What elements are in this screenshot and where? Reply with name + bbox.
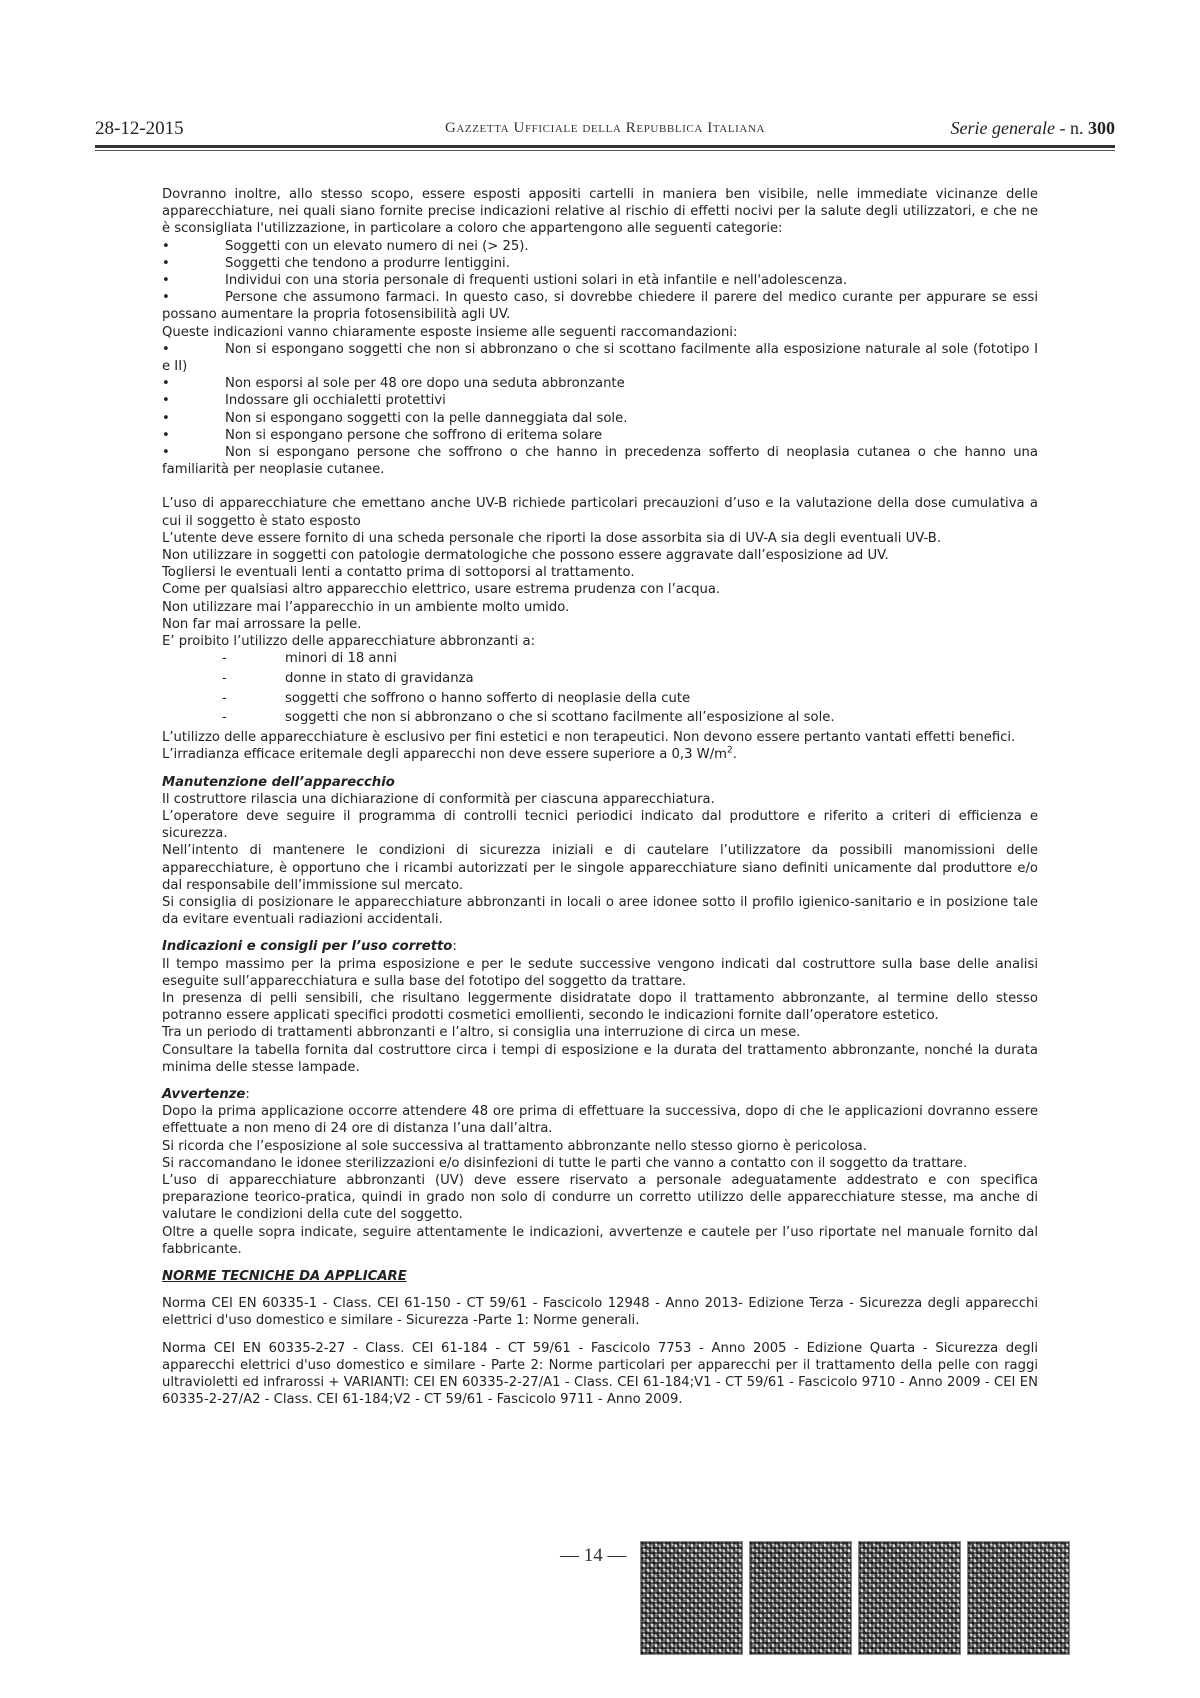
barcode-strip [640, 1541, 1070, 1655]
spacer [162, 1330, 1038, 1340]
aesthetic-note: L’utilizzo delle apparecchiature è esclusivo per fini estetici e non terapeutici. Non devono essere pertanto vantati effetti benefici. [162, 730, 1016, 746]
spacer [162, 478, 1038, 495]
warnings-heading: Avvertenze [162, 1086, 246, 1102]
recommendation-item: • Indossare gli occhialetti protettivi [162, 393, 446, 409]
bullet-icon: • [162, 427, 170, 443]
warning-line: L’uso di apparecchiature abbronzanti (UV) deve essere riservato a personale adeguatamente addestrato e con specifica preparazione teorico-pratica, quindi in grado non solo di condurre un corretto utilizzo delle apparecchiature stesse, ma anche di valutare le condizioni della cute del soggetto. [162, 1172, 1038, 1223]
uv-line: E’ proibito l’utilizzo delle apparecchiature abbronzanti a: [162, 634, 536, 650]
dash-icon: - [222, 690, 227, 706]
spacer [162, 928, 1038, 938]
dash-icon: - [222, 651, 227, 667]
prohibited-item: - minori di 18 anni [222, 651, 397, 667]
uv-line: Non utilizzare in soggetti con patologie dermatologiche che possono essere aggravate dall’esposizione ad UV. [162, 548, 889, 564]
gazette-title: Gazzetta Ufficiale della Repubblica Italiana [444, 120, 766, 136]
uv-line: Non utilizzare mai l’apparecchio in un ambiente molto umido. [162, 599, 570, 615]
maintenance-line: L’operatore deve seguire il programma di controlli tecnici periodici indicato dal produttore e riferito a criteri di efficienza e sicurezza. [162, 808, 1038, 842]
series-number: 300 [1088, 118, 1115, 138]
recommendation-item: • Non si espongano soggetti che non si abbronzano o che si scottano facilmente alla esposizione naturale al sole (fototipo I e II) [162, 341, 1038, 375]
prohibited-item: - soggetti che soffrono o hanno sofferto di neoplasie della cute [222, 690, 691, 706]
uv-line: Togliersi le eventuali lenti a contatto prima di sottoporsi al trattamento. [162, 565, 635, 581]
bullet-icon: • [162, 341, 170, 357]
bullet-icon: • [162, 273, 170, 289]
bullet-icon: • [162, 410, 170, 426]
intro-paragraph: Dovranno inoltre, allo stesso scopo, essere esposti appositi cartelli in maniera ben visibile, nelle immediate vicinanze delle apparecchiature, nei quali siano fornite precise indicazioni relative al rischio di effetti nocivi per la salute degli utilizzatori, e che ne è sconsigliata l'utilizzazione, in particolare a coloro che appartengono alle seguenti categorie: [162, 187, 1038, 237]
recommendation-item: • Non si espongano persone che soffrono o che hanno in precedenza sofferto di neoplasia cutanea o che hanno una familiarità per neoplasie cutanee. [162, 445, 1038, 478]
spacer [162, 1285, 1038, 1295]
bullet-icon: • [162, 376, 170, 392]
spacer [162, 764, 1038, 774]
prohibited-item: - soggetti che non si abbronzano o che si scottano facilmente all’esposizione al sole. [222, 710, 835, 726]
recommendations-intro: Queste indicazioni vanno chiaramente esposte insieme alle seguenti raccomandazioni: [162, 324, 738, 340]
warnings-heading-line: Avvertenze: [162, 1086, 250, 1102]
correct-use-heading-line: Indicazioni e consigli per l’uso corretto: [162, 939, 457, 955]
bullet-icon: • [162, 290, 170, 306]
spacer [162, 1076, 1038, 1086]
category-item: • Soggetti con un elevato numero di nei (> 25). [162, 238, 529, 254]
uv-line: L’uso di apparecchiature che emettano anche UV-B richiede particolari precauzioni d’uso e la valutazione della dose cumulativa a cui il soggetto è stato esposto [162, 496, 1038, 529]
maintenance-heading: Manutenzione dell’apparecchio [162, 774, 395, 790]
datamatrix-barcode [749, 1541, 852, 1655]
bullet-icon: • [162, 393, 170, 409]
standard-item: Norma CEI EN 60335-1 - Class. CEI 61-150 - CT 59/61 - Fascicolo 12948 - Anno 2013- Edizione Terza - Sicurezza degli apparecchi elettrici d'uso domestico e similare - Sicurezza -Parte 1: Norme generali. [162, 1296, 1038, 1329]
category-item: • Persone che assumono farmaci. In questo caso, si dovrebbe chiedere il parere del medico curante per appurare se essi possano aumentare la propria fotosensibilità agli UV. [162, 290, 1038, 323]
maintenance-line: Il costruttore rilascia una dichiarazione di conformità per ciascuna apparecchiatura. [162, 791, 715, 807]
uv-line: Non far mai arrossare la pelle. [162, 616, 362, 632]
bullet-icon: • [162, 255, 170, 271]
irradiance-note: L’irradianza efficace eritemale degli apparecchi non deve essere superiore a 0,3 $W/m^2$. [162, 745, 737, 763]
uv-line: L’utente deve essere fornito di una scheda personale che riporti la dose assorbita sia di UV-A sia degli eventuali UV-B. [162, 530, 942, 546]
spacer [162, 1258, 1038, 1268]
bullet-icon: • [162, 445, 170, 461]
datamatrix-barcode [640, 1541, 743, 1655]
datamatrix-barcode [967, 1541, 1070, 1655]
warning-line: Dopo la prima applicazione occorre attendere 48 ore prima di effettuare la successiva, dopo di che le applicazioni dovranno essere effettuate a non meno di 24 ore di distanza l’una dall’altra. [162, 1104, 1038, 1137]
header-rule-thin [95, 150, 1115, 151]
prohibited-item: - donne in stato di gravidanza [222, 670, 474, 686]
correct-use-line: Consultare la tabella fornita dal costruttore circa i tempi di esposizione e la durata del trattamento abbronzante, nonché la durata minima delle stesse lampade. [162, 1042, 1038, 1075]
series-info [951, 118, 1115, 139]
correct-use-line: In presenza di pelli sensibili, che risultano leggermente disidratate dopo il trattamento abbronzante, al termine dello stesso potranno essere applicati specifici prodotti cosmetici emollienti, secondo le indicazioni fornite dall’operatore estetico. [162, 990, 1038, 1024]
warning-line: Si ricorda che l’esposizione al sole successiva al trattamento abbronzante nello stesso giorno è pericolosa. [162, 1138, 867, 1154]
standard-item: Norma CEI EN 60335-2-27 - Class. CEI 61-184 - CT 59/61 - Fascicolo 7753 - Anno 2005 - Edizione Quarta - Sicurezza degli apparecchi elettrici d'uso domestico e similare - Parte 2: Norme particolari per apparecchi per il trattamento della pelle con raggi ultravioletti ed infrarossi + VARIANTI: CEI EN 60335-2-27/A1 - Class. CEI 61-184;V1 - CT 59/61 - Fascicolo 9710 - Anno 2009 - CEI EN 60335-2-27/A2 - Class. CEI 61-184;V2 - CT 59/61 - Fascicolo 9711 - Anno 2009. [162, 1340, 1038, 1408]
publication-date: 28-12-2015 [95, 118, 184, 139]
maintenance-line: Nell’intento di mantenere le condizioni di sicurezza iniziali e di cautelare l’utilizzatore da possibili manomissioni delle apparecchiature, è opportuno che i ricambi autorizzati per le singole apparecchiature siano definiti unicamente dal produttore e/o dal responsabile dell’immissione sul mercato. [162, 843, 1038, 893]
correct-use-heading: Indicazioni e consigli per l’uso corretto [162, 939, 453, 955]
datamatrix-barcode [858, 1541, 961, 1655]
header-rule-thick [95, 145, 1115, 148]
category-item: • Soggetti che tendono a produrre lentiggini. [162, 255, 510, 271]
warning-line: Oltre a quelle sopra indicate, seguire attentamente le indicazioni, avvertenze e cautele per l’uso riportate nel manuale fornito dal fabbricante. [162, 1224, 1038, 1257]
uv-line: Come per qualsiasi altro apparecchio elettrico, usare estrema prudenza con l’acqua. [162, 582, 721, 598]
standards-heading: NORME TECNICHE DA APPLICARE [162, 1268, 407, 1284]
recommendation-item: • Non esporsi al sole per 48 ore dopo una seduta abbronzante [162, 376, 625, 392]
recommendation-item: • Non si espongano soggetti con la pelle danneggiata dal sole. [162, 410, 628, 426]
recommendation-item: • Non si espongano persone che soffrono di eritema solare [162, 427, 603, 443]
page-number: — 14 — [560, 1545, 627, 1566]
correct-use-line: Il tempo massimo per la prima esposizione e per le sedute successive vengono indicati dal costruttore sulla base delle analisi eseguite sull’apparecchiatura e sulla base del fototipo del soggetto da trattare. [162, 956, 1038, 989]
document-body [162, 186, 1038, 1408]
bullet-icon: • [162, 238, 170, 254]
category-item: • Individui con una storia personale di frequenti ustioni solari in età infantile e nell'adolescenza. [162, 273, 848, 289]
series-separator: - n. [1055, 118, 1088, 138]
series-label: Serie generale [950, 118, 1055, 138]
correct-use-line: Tra un periodo di trattamenti abbronzanti e l’altro, si consiglia una interruzione di circa un mese. [162, 1025, 801, 1041]
warning-line: Si raccomandano le idonee sterilizzazioni e/o disinfezioni di tutte le parti che vanno a contatto con il soggetto da trattare. [162, 1155, 968, 1171]
dash-icon: - [222, 670, 227, 686]
maintenance-line: Si consiglia di posizionare le apparecchiature abbronzanti in locali o aree idonee sotto il profilo igienico-sanitario e in posizione tale da evitare eventuali radiazioni accidentali. [162, 894, 1038, 928]
dash-icon: - [222, 710, 227, 726]
